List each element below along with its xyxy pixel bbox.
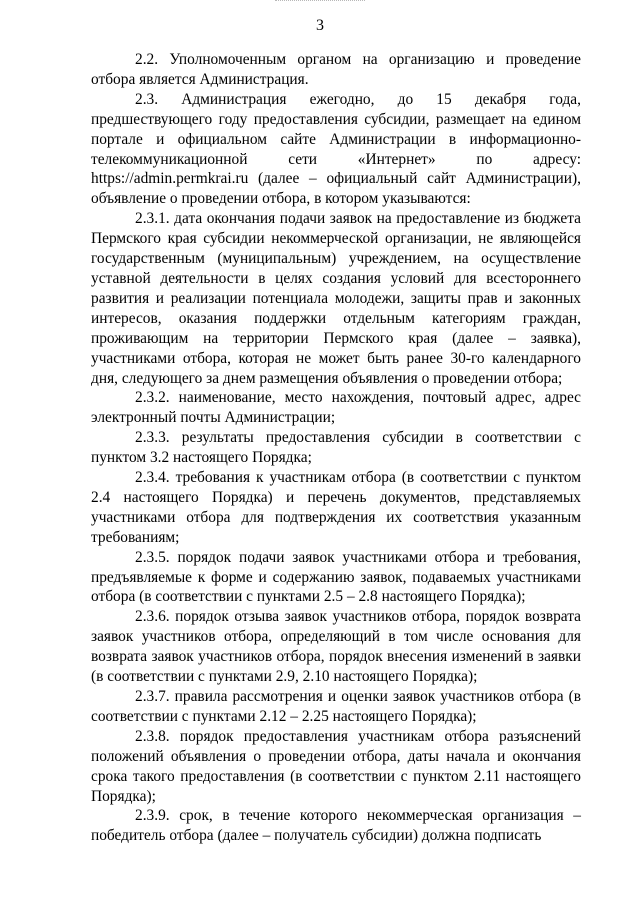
paragraph-2-3-8: 2.3.8. порядок предоставления участникам отбора разъяснений положений объявления о проведении отбора, даты начала и окончания срока такого предоставления (в соответствии с пунктом 2.11 настоящего Порядка); xyxy=(91,727,581,805)
paragraph-2-3-1: 2.3.1. дата окончания подачи заявок на предоставление из бюджета Пермского края субсидии некоммерческой организации, не являющейся государственным (муниципальным) учреждением, на осуществление уставной деятельности в целях создания условий для всестороннего развития и реализации потенциала молодежи, защиты прав и законных интересов, оказания поддержки отдельным категориям граждан, проживающим на территории Пермского края (далее – заявка), участниками отбора, которая не может быть ранее 30-го календарного дня, следующего за днем размещения объявления о проведении отбора; xyxy=(91,210,581,387)
paragraph-2-3-3: 2.3.3. результаты предоставления субсидии в соответствии с пунктом 3.2 настоящего Порядка; xyxy=(91,429,581,467)
paragraph-2-3: 2.3. Администрация ежегодно, до 15 декабря года, предшествующего году предоставления субсидии, размещает на едином портале и официальном сайте Администрации в информационно-телекоммуникационной сети «Интернет» по адресу: https://admin.permkrai.ru (далее – официальный сайт Администрации), объявление о проведении отбора, в котором указываются: xyxy=(91,90,581,208)
paragraph-2-3-4: 2.3.4. требования к участникам отбора (в соответствии с пунктом 2.4 настоящего Порядка) и перечень документов, представляемых участниками отбора для подтверждения их соответствия указанным требованиям; xyxy=(91,469,581,546)
paragraph-2-3-2: 2.3.2. наименование, место нахождения, почтовый адрес, адрес электронный почты Администрации; xyxy=(91,389,581,427)
document-body xyxy=(91,50,581,846)
paragraph-2-3-5: 2.3.5. порядок подачи заявок участниками отбора и требования, предъявляемые к форме и содержанию заявок, подаваемых участниками отбора (в соответствии с пунктами 2.5 – 2.8 настоящего Порядка); xyxy=(91,548,581,606)
paragraph-2-3-6: 2.3.6. порядок отзыва заявок участников отбора, порядок возврата заявок участников отбора, определяющий в том числе основания для возврата заявок участников отбора, порядок внесения изменений в заявки (в соответствии с пунктами 2.9, 2.10 настоящего Порядка); xyxy=(91,608,581,686)
paragraph-2-3-7: 2.3.7. правила рассмотрения и оценки заявок участников отбора (в соответствии с пунктами 2.12 – 2.25 настоящего Порядка); xyxy=(91,688,581,725)
page-number: 3 xyxy=(316,17,324,34)
paragraph-2-3-9: 2.3.9. срок, в течение которого некоммерческая организация – победитель отбора (далее – получатель субсидии) должна подписать xyxy=(91,807,581,845)
scan-edge-mark xyxy=(275,0,365,4)
paragraph-2-2: 2.2. Уполномоченным органом на организацию и проведение отбора является Администрация. xyxy=(91,51,581,88)
